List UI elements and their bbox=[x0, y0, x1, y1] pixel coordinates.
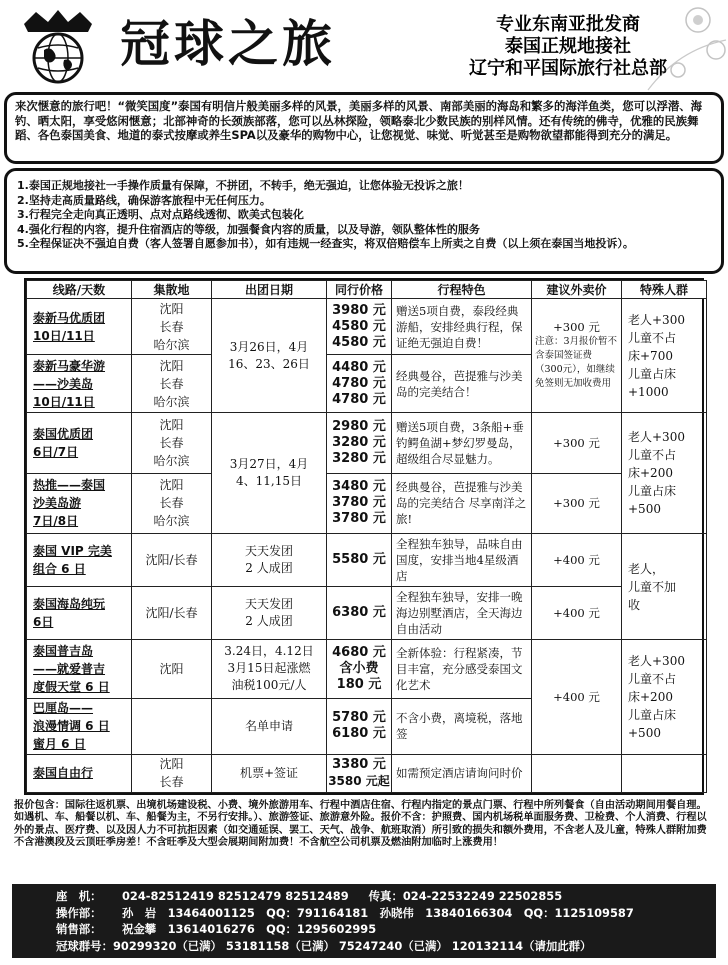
departure-dates-cell: 名单申请 bbox=[212, 698, 327, 754]
price-cell: 5580 元 bbox=[327, 533, 392, 586]
price-cell: 3480 元 3780 元 3780 元 bbox=[327, 473, 392, 533]
price-cell: 3380 元 3580 元起 bbox=[327, 754, 392, 792]
departure-dates-cell: 机票+签证 bbox=[212, 754, 327, 792]
tagline: 辽宁和平国际旅行社总部 bbox=[469, 58, 667, 79]
table-row bbox=[27, 754, 707, 792]
column-header: 线路/天数 bbox=[27, 281, 132, 299]
phone-line: 座 机： 024-82512419 82512479 82512489 传真：024-22532249 22502855 bbox=[56, 889, 563, 903]
feature-cell: 全新体验：行程紧凑，节目丰富，充分感受泰国文化艺术 bbox=[392, 640, 532, 698]
promise-item: 3.行程完全走向真正透明、点对点路线透彻、欧美式包装化 bbox=[17, 208, 304, 222]
special-group-cell: 老人+300 儿童不占 床+200 儿童占床 +500 bbox=[622, 413, 707, 533]
sales-contacts: 祝金攀 13614016276 QQ：1295602995 bbox=[122, 922, 377, 936]
departure-dates-cell: 天天发团 2 人成团 bbox=[212, 587, 327, 640]
promises-box bbox=[4, 168, 724, 274]
column-header: 建议外卖价 bbox=[532, 281, 622, 299]
departure-cities-cell: 沈阳 bbox=[132, 640, 212, 698]
table-row bbox=[27, 299, 707, 355]
feature-cell: 赠送5项自费，泰段经典游船，安排经典行程，保证绝无强迫自费！ bbox=[392, 299, 532, 355]
departure-dates-cell: 3月27日，4月 4、11,15日 bbox=[212, 413, 327, 533]
column-header: 特殊人群 bbox=[622, 281, 707, 299]
operations-contacts: 孙 岩 13464001125 QQ：791164181 孙晓伟 13840166304 QQ：1125109587 bbox=[122, 905, 634, 920]
optional-price-cell: +300 元 bbox=[532, 473, 622, 533]
column-header: 集散地 bbox=[132, 281, 212, 299]
route-cell: 泰国 VIP 完美 组合 6 日 bbox=[27, 533, 132, 586]
column-header: 行程特色 bbox=[392, 281, 532, 299]
special-group-cell: 老人， 儿童不加 收 bbox=[622, 533, 707, 639]
departure-cities-cell: 沈阳/长春 bbox=[132, 533, 212, 586]
route-cell: 泰国普吉岛 ——就爱普吉 度假天堂 6 日 bbox=[27, 640, 132, 698]
special-group-cell bbox=[622, 754, 707, 792]
tagline: 泰国正规地接社 bbox=[505, 36, 631, 57]
table-row bbox=[27, 533, 707, 586]
optional-price-cell bbox=[532, 754, 622, 792]
optional-price-cell: +400 元 bbox=[532, 640, 622, 754]
operations-line: 操作部： 孙 岩 13464001125 QQ：791164181 孙晓伟 13840166304 QQ：1125109587 bbox=[56, 905, 634, 920]
tour-price-table bbox=[24, 278, 704, 795]
brand-title: 冠球之旅 bbox=[120, 14, 336, 73]
route-cell: 泰国自由行 bbox=[27, 754, 132, 792]
optional-price-cell: +300 元 bbox=[532, 413, 622, 473]
special-group-cell: 老人+300 儿童不占 床+200 儿童占床 +500 bbox=[622, 640, 707, 754]
feature-cell: 全程独车独导，品味自由国度，安排当地4星级酒店 bbox=[392, 533, 532, 586]
feature-cell: 经典曼谷，芭提雅与沙美岛的完美结合 尽享南洋之旅! bbox=[392, 473, 532, 533]
qq-group-numbers: 90299320（已满） 53181158（已满） 75247240（已满） 120132114（请加此群） bbox=[112, 938, 592, 953]
table-row bbox=[27, 413, 707, 473]
optional-price-cell: +400 元 bbox=[532, 533, 622, 586]
route-cell: 泰国海岛纯玩 6日 bbox=[27, 587, 132, 640]
departure-cities-cell: 沈阳/长春 bbox=[132, 587, 212, 640]
optional-price-cell: +400 元 bbox=[532, 587, 622, 640]
departure-dates-cell: 天天发团 2 人成团 bbox=[212, 533, 327, 586]
departure-cities-cell: 沈阳 长春 bbox=[132, 754, 212, 792]
table-row bbox=[27, 587, 707, 640]
feature-cell: 经典曼谷，芭提雅与沙美岛的完美结合！ bbox=[392, 355, 532, 413]
fax-numbers: 024-22532249 22502855 bbox=[402, 889, 563, 903]
groups-line: 冠球群号：90299320（已满） 53181158（已满） 75247240（已满） 120132114（请加此群） bbox=[56, 938, 592, 953]
feature-cell: 全程独车独导，安排一晚海边别墅酒店，全天海边自由活动 bbox=[392, 587, 532, 640]
price-cell: 2980 元 3280 元 3280 元 bbox=[327, 413, 392, 473]
floral-decoration-icon bbox=[638, 0, 728, 92]
departure-cities-cell: 沈阳 长春 哈尔滨 bbox=[132, 473, 212, 533]
table-row bbox=[27, 473, 707, 533]
departure-cities-cell: 沈阳 长春 哈尔滨 bbox=[132, 413, 212, 473]
price-cell: 5780 元 6180 元 bbox=[327, 698, 392, 754]
price-cell: 3980 元 4580 元 4580 元 bbox=[327, 299, 392, 355]
table-row bbox=[27, 640, 707, 698]
departure-cities-cell bbox=[132, 698, 212, 754]
departure-dates-cell: 3.24日，4.12日 3月15日起涨燃 油税100元/人 bbox=[212, 640, 327, 698]
promise-item: 1.泰国正规地接社一手操作质量有保障，不拼团，不转手，绝无强迫，让您体验无投诉之旅！ bbox=[17, 179, 469, 192]
contact-footer bbox=[12, 884, 716, 958]
departure-dates-cell: 3月26日，4月 16、23、26日 bbox=[212, 299, 327, 413]
column-header: 同行价格 bbox=[327, 281, 392, 299]
phone-numbers: 024-82512419 82512479 82512489 bbox=[122, 889, 349, 903]
optional-price-cell: +300 元 注意：3月报价暂不含泰国签证费（300元），如继续免签则无加收费用 bbox=[532, 299, 622, 413]
promise-item: 4.强化行程的内容，提升住宿酒店的等级，加强餐食内容的质量，以及导游，领队整体性的服务 bbox=[17, 222, 480, 236]
feature-cell: 赠送5项自费，3条船+垂钓鳄鱼湖+梦幻罗曼岛，超级组合尽显魅力。 bbox=[392, 413, 532, 473]
table-header-row bbox=[27, 281, 707, 299]
globe-crown-logo-icon bbox=[14, 6, 102, 86]
sales-line: 销售部： 祝金攀 13614016276 QQ：1295602995 bbox=[56, 922, 377, 936]
route-cell: 泰新马豪华游 ——沙美岛 10日/11日 bbox=[27, 355, 132, 413]
special-group-cell: 老人+300 儿童不占 床+700 儿童占床 +1000 bbox=[622, 299, 707, 413]
route-cell: 泰新马优质团 10日/11日 bbox=[27, 299, 132, 355]
price-cell: 6380 元 bbox=[327, 587, 392, 640]
promise-item: 5.全程保证决不强迫自费（客人签署自愿参加书），如有违规一经查实，将双倍赔偿车上所卖之自费（以上须在泰国当地投诉）。 bbox=[17, 237, 634, 251]
intro-text: 来次惬意的旅行吧！“微笑国度”泰国有明信片般美丽多样的风景，美丽多样的风景、南部美丽的海岛和繁多的海洋鱼类，您可以浮潜、海钓、晒太阳，享受悠闲惬意；北部神奇的长颈族部落，您可以丛林探险，领略泰北少数民族的别样风情。还有传统的佛寺，优雅的民族舞蹈、各色泰国美食、地道的泰式按摩或养生SPA以及豪华的购物中心，让您视觉、味觉、听觉甚至是购物欲望都能得到充分的满足。 bbox=[15, 99, 703, 142]
header bbox=[0, 0, 728, 92]
departure-cities-cell: 沈阳 长春 哈尔滨 bbox=[132, 355, 212, 413]
feature-cell: 不含小费，离境税，落地签 bbox=[392, 698, 532, 754]
promise-item: 2.坚持走高质量路线，确保游客旅程中无任何压力。 bbox=[17, 193, 271, 207]
price-cell: 4480 元 4780 元 4780 元 bbox=[327, 355, 392, 413]
price-cell: 4680 元 含小费 180 元 bbox=[327, 640, 392, 698]
intro-box bbox=[4, 92, 724, 164]
route-cell: 泰国优质团 6日/7日 bbox=[27, 413, 132, 473]
feature-cell: 如需预定酒店请询问时价 bbox=[392, 754, 532, 792]
route-cell: 热推——泰国 沙美岛游 7日/8日 bbox=[27, 473, 132, 533]
tagline: 专业东南亚批发商 bbox=[496, 14, 640, 35]
departure-cities-cell: 沈阳 长春 哈尔滨 bbox=[132, 299, 212, 355]
column-header: 出团日期 bbox=[212, 281, 327, 299]
route-cell: 巴厘岛—— 浪漫情调 6 日 蜜月 6 日 bbox=[27, 698, 132, 754]
price-notes: 报价包含：国际往返机票、出境机场建设税、小费、境外旅游用车、行程中酒店住宿、行程内指定的景点门票、行程中所列餐食（自由活动期间用餐自理。如遇机、车、船餐以机、车、船餐为主，不另行安排。）、旅游签证、旅游意外险。报价不含：护照费、国内机场税单面服务费、卫检费、个人消费、行程以外的景点、医疗费、以及因人力不可抗拒因素（如交通延误、罢工、天气、战争、航班取消）所引致的损失和额外费用，不含老人及儿童，特殊人群附加费不含港澳段及云顶旺季房差！不含旺季及大型会展期间附加费！不含航空公司机票及燃油附加临时上涨费用！ bbox=[14, 800, 707, 849]
